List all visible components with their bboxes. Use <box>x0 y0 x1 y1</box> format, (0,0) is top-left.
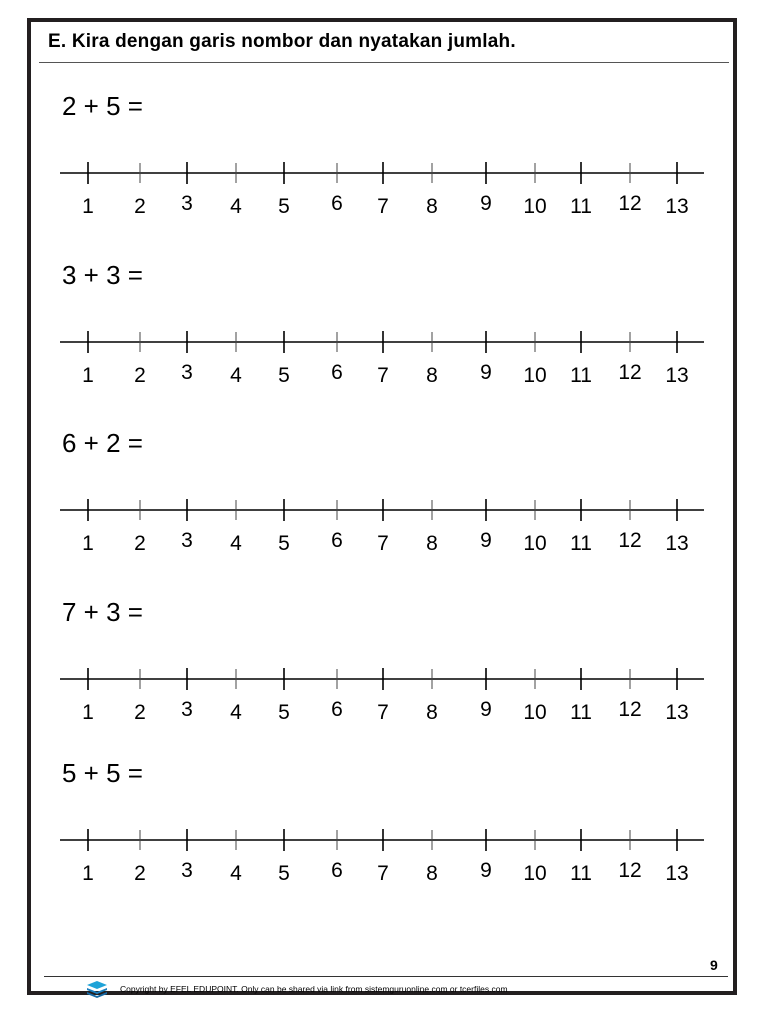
number-line-label: 3 <box>181 698 193 721</box>
number-line-label: 5 <box>278 862 290 885</box>
section-heading: E. Kira dengan garis nombor dan nyatakan jumlah. <box>48 31 516 52</box>
number-line-label: 7 <box>377 195 389 218</box>
number-line-label: 5 <box>278 532 290 555</box>
problem-5 <box>0 758 768 908</box>
number-line-label: 11 <box>570 701 592 724</box>
number-line-label: 6 <box>331 529 343 552</box>
number-line-label: 9 <box>480 192 492 215</box>
number-line <box>0 428 768 568</box>
number-line-label: 13 <box>665 701 689 724</box>
number-line <box>0 758 768 898</box>
number-line-label: 4 <box>230 862 242 885</box>
number-line-label: 6 <box>331 698 343 721</box>
problem-expression: 6 + 2 = <box>62 428 143 458</box>
number-line <box>0 91 768 231</box>
number-line-label: 8 <box>426 364 438 387</box>
number-line-label: 4 <box>230 701 242 724</box>
number-line-label: 1 <box>82 862 94 885</box>
number-line-label: 2 <box>134 364 146 387</box>
copyright-text: Copyright by EFEL EDUPOINT. Only can be shared via link from sistemguruonline.com or tcerfiles.com <box>120 984 508 994</box>
number-line-label: 3 <box>181 192 193 215</box>
number-line-label: 1 <box>82 364 94 387</box>
number-line-label: 1 <box>82 701 94 724</box>
number-line-label: 7 <box>377 862 389 885</box>
number-line <box>0 260 768 400</box>
number-line-label: 9 <box>480 859 492 882</box>
problem-3 <box>0 428 768 578</box>
number-line-label: 10 <box>523 364 547 387</box>
number-line-label: 4 <box>230 364 242 387</box>
number-line-label: 6 <box>331 192 343 215</box>
number-line-label: 7 <box>377 364 389 387</box>
number-line-label: 11 <box>570 532 592 555</box>
number-line-label: 11 <box>570 195 592 218</box>
number-line-label: 13 <box>665 532 689 555</box>
number-line-label: 9 <box>480 529 492 552</box>
number-line <box>0 597 768 737</box>
number-line-label: 8 <box>426 862 438 885</box>
number-line-label: 8 <box>426 195 438 218</box>
footer <box>86 978 508 1000</box>
number-line-label: 9 <box>480 361 492 384</box>
number-line-label: 5 <box>278 195 290 218</box>
problem-expression: 5 + 5 = <box>62 758 143 788</box>
problem-4 <box>0 597 768 747</box>
problem-1 <box>0 91 768 241</box>
number-line-label: 12 <box>618 698 642 721</box>
number-line-label: 5 <box>278 701 290 724</box>
number-line-label: 10 <box>523 701 547 724</box>
number-line-label: 8 <box>426 701 438 724</box>
number-line-label: 12 <box>618 859 642 882</box>
number-line-label: 13 <box>665 364 689 387</box>
number-line-label: 12 <box>618 529 642 552</box>
number-line-label: 2 <box>134 701 146 724</box>
number-line-label: 10 <box>523 195 547 218</box>
number-line-label: 4 <box>230 532 242 555</box>
number-line-label: 7 <box>377 701 389 724</box>
number-line-label: 2 <box>134 532 146 555</box>
number-line-label: 11 <box>570 862 592 885</box>
problem-expression: 2 + 5 = <box>62 91 143 121</box>
number-line-label: 13 <box>665 195 689 218</box>
number-line-label: 1 <box>82 532 94 555</box>
number-line-label: 6 <box>331 859 343 882</box>
heading-divider <box>39 62 729 63</box>
footer-divider <box>44 976 728 977</box>
number-line-label: 10 <box>523 862 547 885</box>
number-line-label: 3 <box>181 361 193 384</box>
number-line-label: 3 <box>181 859 193 882</box>
number-line-label: 2 <box>134 195 146 218</box>
number-line-label: 4 <box>230 195 242 218</box>
problem-2 <box>0 260 768 410</box>
number-line-label: 12 <box>618 361 642 384</box>
number-line-label: 5 <box>278 364 290 387</box>
number-line-label: 6 <box>331 361 343 384</box>
number-line-label: 7 <box>377 532 389 555</box>
number-line-label: 9 <box>480 698 492 721</box>
problem-expression: 7 + 3 = <box>62 597 143 627</box>
number-line-label: 3 <box>181 529 193 552</box>
number-line-label: 2 <box>134 862 146 885</box>
number-line-label: 10 <box>523 532 547 555</box>
number-line-label: 12 <box>618 192 642 215</box>
problem-expression: 3 + 3 = <box>62 260 143 290</box>
number-line-label: 1 <box>82 195 94 218</box>
page-number: 9 <box>710 957 718 973</box>
number-line-label: 13 <box>665 862 689 885</box>
number-line-label: 11 <box>570 364 592 387</box>
number-line-label: 8 <box>426 532 438 555</box>
stack-logo-icon <box>86 980 108 998</box>
